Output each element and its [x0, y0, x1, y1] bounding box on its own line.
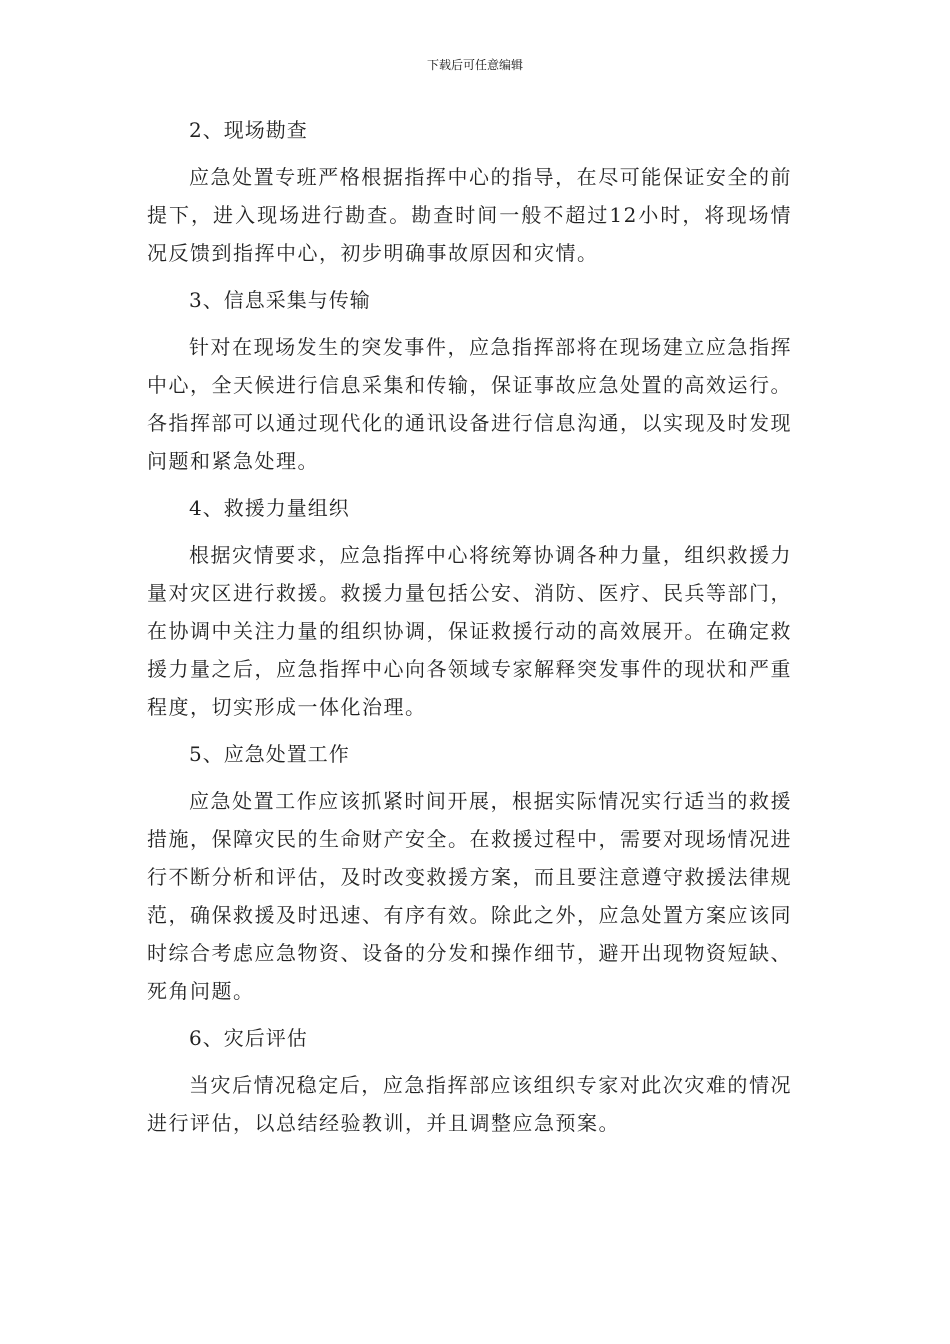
section-post-disaster-assessment — [147, 1020, 792, 1142]
section-rescue-organization — [147, 490, 792, 736]
section-paragraph: 针对在现场发生的突发事件，应急指挥部将在现场建立应急指挥中心，全天候进行信息采集和传输，保证事故应急处置的高效运行。各指挥部可以通过现代化的通讯设备进行信息沟通，以实现及时发现问题和紧急处理。 — [147, 335, 792, 473]
section-paragraph: 根据灾情要求，应急指挥中心将统筹协调各种力量，组织救援力量对灾区进行救援。救援力量包括公安、消防、医疗、民兵等部门，在协调中关注力量的组织协调，保证救援行动的高效展开。在确定救援力量之后，应急指挥中心向各领域专家解释突发事件的现状和严重程度，切实形成一体化治理。 — [147, 543, 792, 719]
section-heading: 6、灾后评估 — [189, 1026, 308, 1050]
section-heading: 2、现场勘查 — [189, 118, 308, 142]
section-heading: 4、救援力量组织 — [189, 496, 350, 520]
section-information-collection — [147, 282, 792, 490]
page-header: 下载后可任意编辑 — [426, 58, 523, 72]
section-heading: 3、信息采集与传输 — [189, 288, 371, 312]
document-body — [147, 112, 792, 1142]
section-paragraph: 当灾后情况稳定后，应急指挥部应该组织专家对此次灾难的情况进行评估，以总结经验教训，并且调整应急预案。 — [147, 1073, 792, 1135]
section-site-survey — [147, 112, 792, 282]
section-paragraph: 应急处置专班严格根据指挥中心的指导，在尽可能保证安全的前提下，进入现场进行勘查。勘查时间一般不超过12小时，将现场情况反馈到指挥中心，初步明确事故原因和灾情。 — [147, 165, 792, 265]
section-emergency-response — [147, 736, 792, 1020]
section-paragraph: 应急处置工作应该抓紧时间开展，根据实际情况实行适当的救援措施，保障灾民的生命财产安全。在救援过程中，需要对现场情况进行不断分析和评估，及时改变救援方案，而且要注意遵守救援法律规范，确保救援及时迅速、有序有效。除此之外，应急处置方案应该同时综合考虑应急物资、设备的分发和操作细节，避开出现物资短缺、死角问题。 — [147, 789, 792, 1003]
section-heading: 5、应急处置工作 — [189, 742, 350, 766]
